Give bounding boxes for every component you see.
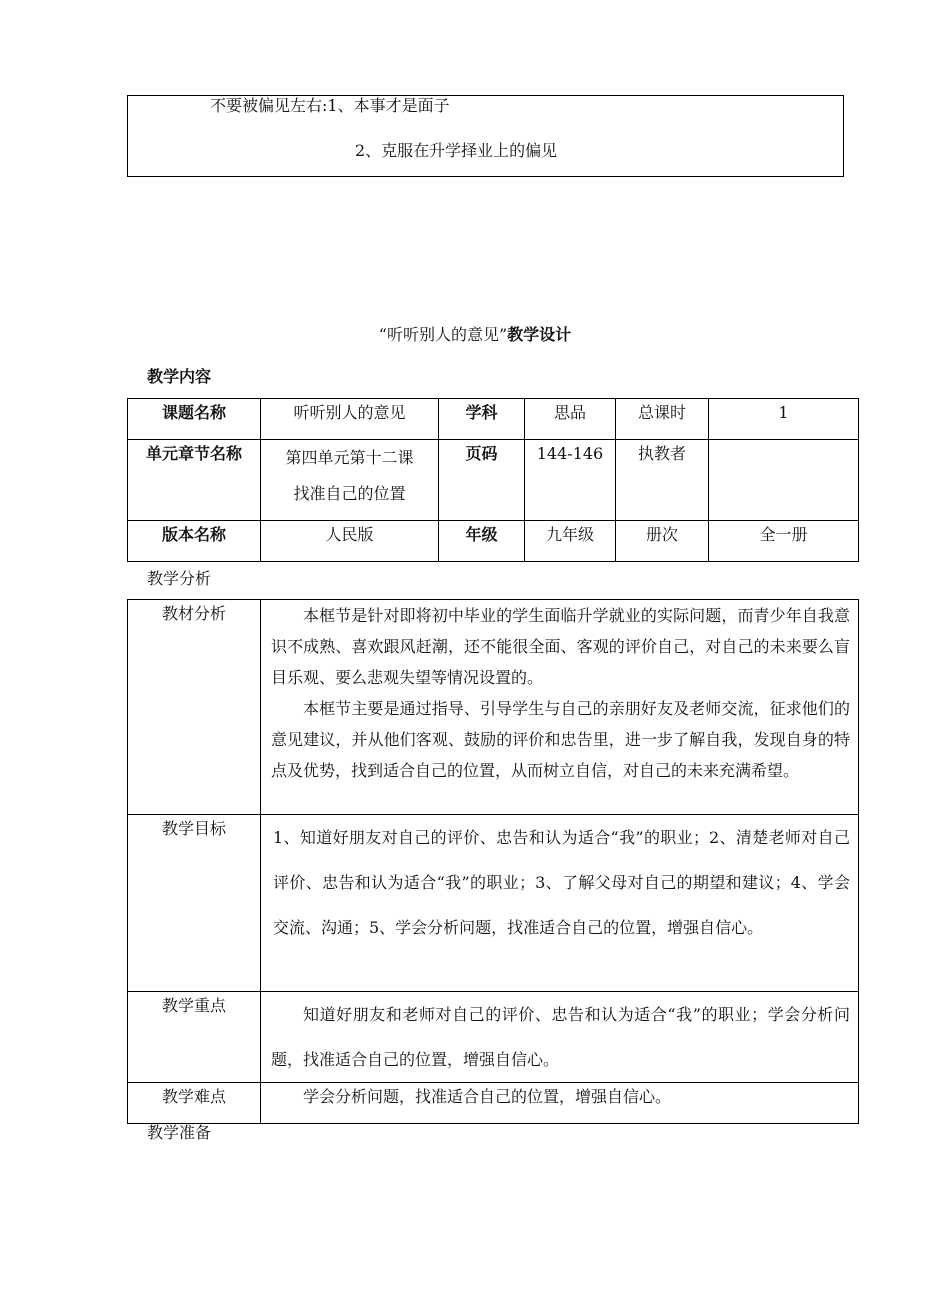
textbook-analysis-para-1: 本框节是针对即将初中毕业的学生面临升学就业的实际问题，而青少年自我意识不成熟、喜欢跟风赶潮，还不能很全面、客观的评价自己，对自己的未来要么盲目乐观、要么悲观失望等情况设置的。 [271,606,850,687]
table-row [128,440,859,521]
value-unit-chapter-line1: 第四单元第十二课 [285,448,414,467]
section-heading-content: 教学内容 [147,367,212,386]
lesson-info-table [127,398,859,562]
textbook-analysis-text [261,600,859,815]
table-row [128,992,859,1083]
teaching-analysis-table [127,599,859,1124]
value-lesson-name: 听听别人的意见 [261,399,439,440]
table-row [128,521,859,562]
label-textbook-analysis: 教材分析 [128,600,261,815]
document-title-suffix: 教学设计 [507,325,572,344]
value-volume: 全一册 [709,521,859,562]
label-unit-chapter: 单元章节名称 [128,440,261,521]
label-lesson-name: 课题名称 [128,399,261,440]
summary-line-2: 2、克服在升学择业上的偏见 [355,141,558,160]
label-key-points: 教学重点 [128,992,261,1083]
key-points-para: 知道好朋友和老师对自己的评价、忠告和认为适合“我”的职业；学会分析问题，找准适合自己的位置，增强自信心。 [271,1005,850,1069]
summary-line-1: 不要被偏见左右:1、本事才是面子 [210,96,450,115]
teaching-objectives-text: 1、知道好朋友对自己的评价、忠告和认为适合“我”的职业；2、清楚老师对自己评价、忠告和认为适合“我”的职业；3、了解父母对自己的期望和建议；4、学会交流、沟通；5、学会分析问题，找准适合自己的位置，增强自信心。 [261,815,859,992]
difficulties-para: 学会分析问题，找准适合自己的位置，增强自信心。 [303,1087,672,1106]
value-unit-chapter-line2: 找准自己的位置 [293,484,406,503]
label-page-number: 页码 [439,440,525,521]
label-edition: 版本名称 [128,521,261,562]
label-teacher: 执教者 [616,440,709,521]
table-row [128,1083,859,1124]
value-grade: 九年级 [525,521,616,562]
label-volume: 册次 [616,521,709,562]
value-total-hours: 1 [709,399,859,440]
value-unit-chapter [261,440,439,521]
table-row [128,600,859,815]
table-row [128,399,859,440]
label-teaching-objectives: 教学目标 [128,815,261,992]
textbook-analysis-para-2: 本框节主要是通过指导、引导学生与自己的亲朋好友及老师交流，征求他们的意见建议，并从他们客观、鼓励的评价和忠告里，进一步了解自我，发现自身的特点及优势，找到适合自己的位置，从而树立自信，对自己的未来充满希望。 [271,699,850,780]
label-subject: 学科 [439,399,525,440]
summary-box [127,95,844,177]
value-teacher [709,440,859,521]
document-title [0,322,950,345]
section-heading-preparation: 教学准备 [147,1123,212,1142]
section-heading-analysis: 教学分析 [147,569,212,588]
value-edition: 人民版 [261,521,439,562]
table-row [128,815,859,992]
difficulties-text [261,1083,859,1124]
key-points-text [261,992,859,1083]
label-grade: 年级 [439,521,525,562]
value-page-number: 144-146 [525,440,616,521]
value-subject: 思品 [525,399,616,440]
label-difficulties: 教学难点 [128,1083,261,1124]
document-title-quoted: “听听别人的意见” [378,325,508,344]
label-total-hours: 总课时 [616,399,709,440]
